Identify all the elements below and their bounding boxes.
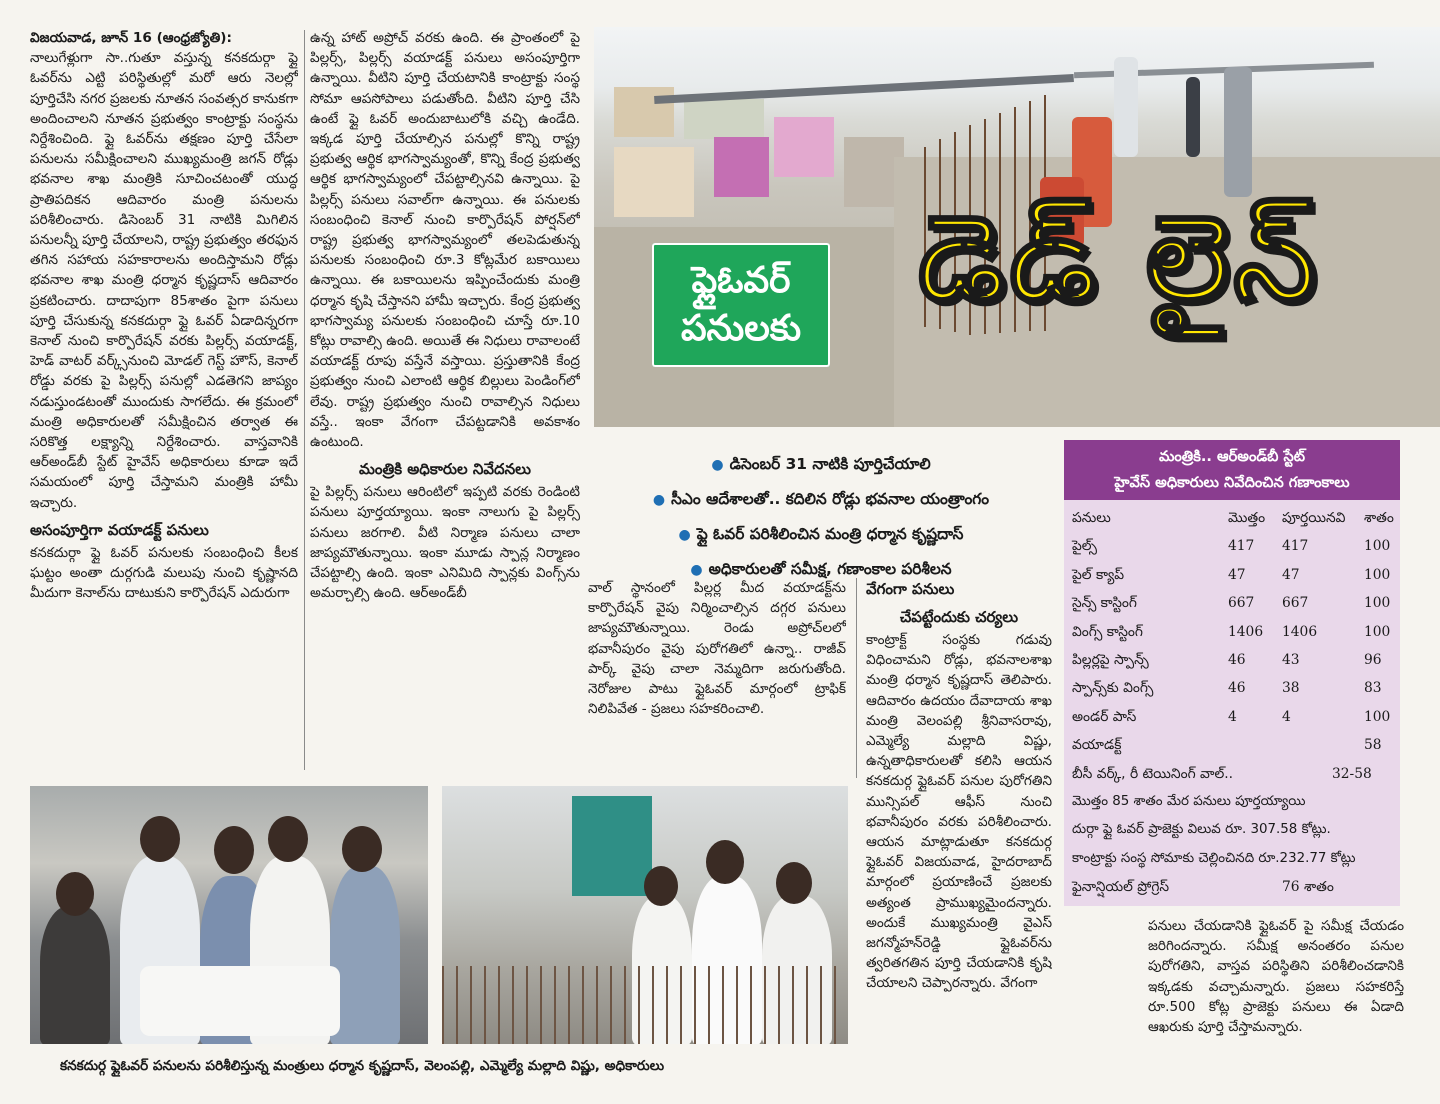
subhead-incomplete-viaduct: అసంపూర్తిగా వయాడక్ట్ పనులు — [30, 520, 209, 539]
kicker-line-2: పనులకు — [680, 308, 802, 349]
highlight-item: ● అధికారులతో సమీక్ష, గణాంకాల పరిశీలన — [690, 560, 952, 578]
column-4-paragraph: కాంట్రాక్ట్ సంస్థకు గడువు విధించామని రోడ్లు, భవనాలశాఖ మంత్రి ధర్మాన కృష్ణదాస్ తెలిపారు. ఆదివారం ఉదయం దేవాదాయ శాఖ మంత్రి వెలంపల్లి శ్రీనివాసరావు, ఎమ్మెల్యే మల్లాది విష్ణు, ఉన్నతాధికారులతో కలిసి ఆయన కనకదుర్గ ఫ్లైఓవర్ పనుల పురోగతిని మున్సిపల్ ఆఫీస్ నుంచి భవానీపురం వరకు పరిశీలించారు. ఆయన మాట్లాడుతూ కనకదుర్గ ఫ్లైఓవర్ విజయవాడ, హైదరాబాద్ మార్గంలో ప్రయాణించే ప్రజలకు అత్యంత ప్రాముఖ్యమైందన్నారు. అందుకే ముఖ్యమంత్రి వైఎస్ జగన్మోహన్‌రెడ్డి ఫ్లైఓవర్‌ను త్వరితగతిన పూర్తి చేయడానికి కృషి చేయాలని చెప్పారన్నారు. వేగంగా — [866, 632, 1052, 992]
rebar-pattern — [442, 966, 848, 1044]
dateline: విజయవాడ, జూన్ 16 (ఆంధ్రజ్యోతి): — [30, 30, 232, 46]
table-row: అండర్ పాస్ 4 4 100 — [1072, 708, 1391, 725]
kicker-badge — [652, 243, 830, 367]
table-row: బీసీ వర్క్, రీ టెయినింగ్ వాల్.. 32-58 — [1072, 765, 1372, 782]
bullet-icon: ● — [678, 527, 691, 543]
table-note-project-value: దుర్గా ఫ్లై ఓవర్ ప్రాజెక్టు విలువ రూ. 307.58 కోట్లు. — [1072, 822, 1331, 838]
column-1-paragraph-1: నాలుగేళ్లుగా సా..గుతూ వస్తున్న కనకదుర్గా ఫ్లై ఓవర్‌ను ఎట్టి పరిస్థితుల్లో మరో ఆరు నెలల్లో పూర్తిచేసి నగర ప్రజలకు నూతన సంవత్సర కానుకగా అందించాలని నూతన ప్రభుత్వం కాంట్రాక్టు సంస్థను నిర్దేశించింది. ఫ్లై ఓవర్‌ను తక్షణం పూర్తి చేసేలా పనులను సమీక్షించాలని ముఖ్యమంత్రి జగన్ రోడ్లు భవనాల శాఖ మంత్రికి సూచించటంతో యుద్ధ ప్రాతిపదికన ఆదివారం మంత్రి పనులను పరిశీలించారు. డిసెంబర్ 31 నాటికి మిగిలిన పనులన్నీ పూర్తి చేయాలని, రాష్ట్ర ప్రభుత్వం తరఫున తగిన సహాయ సహకారాలను అందిస్తామని రోడ్లు భవనాల శాఖ మంత్రి ధర్మాన కృష్ణదాస్ ఆదివారం ప్రకటించారు. దాదాపుగా 85శాతం పైగా పనులు పూర్తి చేసుకున్న కనకదుర్గా ఫ్లై ఓవర్ ఏడాదిన్నరగా కెనాల్ నుంచి కార్పొరేషన్ వరకు పిల్లర్స్ వయాడక్ట్, హెడ్ వాటర్ వర్క్స్‌నుంచి మోడల్ గెస్ట్ హౌస్, కెనాల్ రోడ్డు వరకు పై పిల్లర్స్ పనుల్లో ఎడతెగని జాప్యం నడుస్తుండటంతో ముందుకు సాగలేదు. ఈ క్రమంలో మంత్రి అధికారులతో సమీక్షించిన తర్వాత ఈ సరికొత్త లక్ష్యాన్ని నిర్దేశించారు. వాస్తవానికి ఆర్‌అండ్‌బీ స్టేట్ హైవేస్ అధికారులు కూడా ఇదే సమయంలో పూర్తి చేస్తామని మంత్రికి హామీ ఇచ్చారు. — [30, 50, 298, 511]
photo-ministers-inspecting-1 — [30, 786, 428, 1044]
generator-box — [572, 796, 652, 896]
table-note-total: మొత్తం 85 శాతం మేర పనులు పూర్తయ్యాయి — [1072, 794, 1306, 810]
table-row: సైన్స్ కాస్టింగ్ 667 667 100 — [1072, 595, 1391, 612]
photo-caption: కనకదుర్గ ఫ్లైఓవర్ పనులను పరిశీలిస్తున్న మంత్రులు ధర్మాన కృష్ణదాస్, వెలంపల్లి, ఎమ్మెల్యే మల్లాది విష్ణు, అధికారులు — [60, 1058, 665, 1074]
stats-table-body — [1064, 500, 1400, 906]
photo-ministers-inspecting-2 — [442, 786, 848, 1044]
headline-deadline: డెడ్ లైన్ — [918, 189, 1321, 327]
stats-table-title: మంత్రికి.. ఆర్‌అండ్‌బీ స్టేట్ హైవేస్ అధికారులు నివేదించిన గణాంకాలు — [1064, 440, 1400, 500]
stats-table — [1064, 440, 1400, 906]
table-row: స్పాన్స్‌కు వింగ్స్ 46 38 83 — [1072, 680, 1382, 697]
highlight-item: ● ఫ్లై ఓవర్ పరిశీలించిన మంత్రి ధర్మాన కృష్ణదాస్ — [678, 525, 964, 543]
column-5-paragraph: పనులు చేయడానికి ఫ్లైఓవర్ పై సమీక్ష చేయడం జరిగిందన్నారు. సమీక్ష అనంతరం పనుల పురోగతిని, వాస్తవ పరిస్థితిని పరిశీలించడానికి ఇక్కడకు వచ్చామన్నారు. ప్రజలు సహకరిస్తే రూ.500 కోట్ల ప్రాజెక్టు పనులు ఈ ఏడాది ఆఖరుకు పూర్తి చేస్తామన్నారు. — [1148, 918, 1404, 1036]
column-1-paragraph-2: కనకదుర్గా ఫ్లై ఓవర్ పనులకు సంబంధించి కీలక ఘట్టం అంతా దుర్గగుడి మలుపు నుంచి కృష్ణానది మీదుగా కెనాల్‌ను దాటుకుని కార్పొరేషన్ ఎదురుగా — [30, 544, 298, 602]
article-column-3 — [588, 578, 846, 778]
article-column-2 — [310, 28, 580, 778]
column-divider — [856, 578, 857, 778]
table-row: వయాడక్ట్ 58 — [1072, 737, 1382, 754]
subhead-speed-up-line-2: చేపట్టేందుకు చర్యలు — [899, 608, 1019, 626]
article-column-4 — [866, 578, 1052, 1082]
subhead-officials-report: మంత్రికి అధికారుల నివేదనలు — [359, 460, 531, 479]
kicker-line-1: ఫ్లైఓవర్ — [691, 260, 791, 301]
column-3-paragraph: వాల్ స్థానంలో పిల్లర్ల మీద వయాడక్ట్‌ను కార్పొరేషన్ వైపు నిర్మించాల్సిన దగ్గర పనులు జాప్యమౌతున్నాయి. రెండు అప్రోచ్‌లలో భవానీపురం వైపు పురోగతిలో ఉన్నా.. రాజీవ్ పార్క్ వైపు చాలా నెమ్మదిగా జరుగుతోంది. నెరోజుల పాటు ఫ్లైఓవర్ మార్గంలో ట్రాఫిక్ నిలిపివేత - ప్రజలు సహకరించాలి. — [588, 580, 846, 718]
stats-table-header-row: పనులు మొత్తం పూర్తయినవి శాతం — [1072, 510, 1394, 526]
highlight-item: ● సీఎం ఆదేశాలతో.. కదిలిన రోడ్లు భవనాల యంత్రాంగం — [652, 490, 990, 508]
column-2-paragraph-2: పై పిల్లర్స్ పనులు ఆరింటిలో ఇప్పటి వరకు రెండింటి పనులు పూర్తయ్యాయి. ఇంకా నాలుగు పై పిల్లర్స్ పనులు జరగాలి. వీటి నిర్మాణ పనులు చాలా జాప్యమౌతున్నాయి. ఇంకా మూడు స్పాన్ల నిర్మాణం చేపట్టాల్సి ఉంది. ఇంకా ఎనిమిది స్పాన్లకు వింగ్స్‌ను అమర్చాల్సి ఉంది. ఆర్‌అండ్‌బీ — [310, 484, 580, 602]
article-column-1 — [30, 28, 298, 778]
table-row: పైల్ క్యాప్ 47 47 100 — [1072, 566, 1391, 583]
bullet-icon: ● — [711, 457, 724, 473]
subhead-speed-up-line-1: వేగంగా పనులు — [866, 580, 955, 598]
table-row: పిల్లర్లపై స్పాన్స్ 46 43 96 — [1072, 652, 1382, 669]
table-row-financial-progress: ఫైనాన్షియల్ ప్రోగ్రెస్ 76 శాతం — [1072, 879, 1334, 896]
table-note-paid: కాంట్రాక్టు సంస్థ సోమాకు చెల్లించినది రూ.232.77 కోట్లు — [1072, 850, 1356, 866]
article-column-5 — [1148, 916, 1404, 1086]
table-row: వింగ్స్ కాస్టింగ్ 1406 1406 100 — [1072, 623, 1391, 640]
highlight-item: ● డిసెంబర్ 31 నాటికి పూర్తిచేయాలి — [711, 455, 931, 473]
bullet-icon: ● — [690, 562, 703, 578]
column-divider — [304, 30, 305, 770]
table-row: పైల్స్ 417 417 100 — [1072, 538, 1391, 555]
highlights-list — [596, 447, 1046, 587]
bullet-icon: ● — [652, 492, 666, 508]
column-2-paragraph-1: ఉన్న హాట్ అప్రోచ్ వరకు ఉంది. ఈ ప్రాంతంలో పై పిల్లర్స్, పిల్లర్స్ వయాడక్ట్ పనులు అసంపూర్తిగా ఉన్నాయి. వీటిని పూర్తి చేయటానికి కాంట్రాక్టు సంస్థ సోమా ఆపసోపాలు పడుతోంది. వీటిని పూర్తి చేసి ఉంటే ఫ్లై ఓవర్ అందుబాటులోకి వచ్చి ఉండేది. ఇక్కడ పూర్తి చేయాల్సిన పనుల్లో కొన్ని రాష్ట్ర ప్రభుత్వ ఆర్థిక భాగస్వామ్యంతో, కొన్ని కేంద్ర ప్రభుత్వ ఆర్థిక భాగస్వామ్యంలో చేపట్టాల్సినవి ఉన్నాయి. పై పిల్లర్స్ పనులు సవాల్‌గా ఉన్నాయి. ఈ పనులకు సంబంధించి కెనాల్ నుంచి కార్పొరేషన్ పోర్షన్‌లో రాష్ట్ర ప్రభుత్వ భాగస్వామ్యంలో తలపెడుతున్న పనులకు సంబంధించి రూ.3 కోట్లమేర బకాయిలు ఉన్నాయి. ఈ బకాయిలను ఇప్పించేందుకు మంత్రి ధర్మాన కృషి చేస్తానని హామీ ఇచ్చారు. కేంద్ర ప్రభుత్వ భాగస్వామ్య పనులకు సంబంధించి చూస్తే రూ.10 కోట్లు రావాల్సి ఉంది. అయితే ఈ నిధులు రావాలంటే వయాడక్ట్ రూపు వస్తేనే వస్తాయి. ప్రస్తుతానికి కేంద్ర ప్రభుత్వం నుంచి ఎలాంటి ఆర్థిక బిల్లులు పెండింగ్‌లో లేవు. రాష్ట్ర ప్రభుత్వం నుంచి రావాల్సిన నిధులు వస్తే.. ఇంకా వేగంగా చేపట్టడానికి అవకాశం ఉంటుంది. — [310, 30, 580, 451]
